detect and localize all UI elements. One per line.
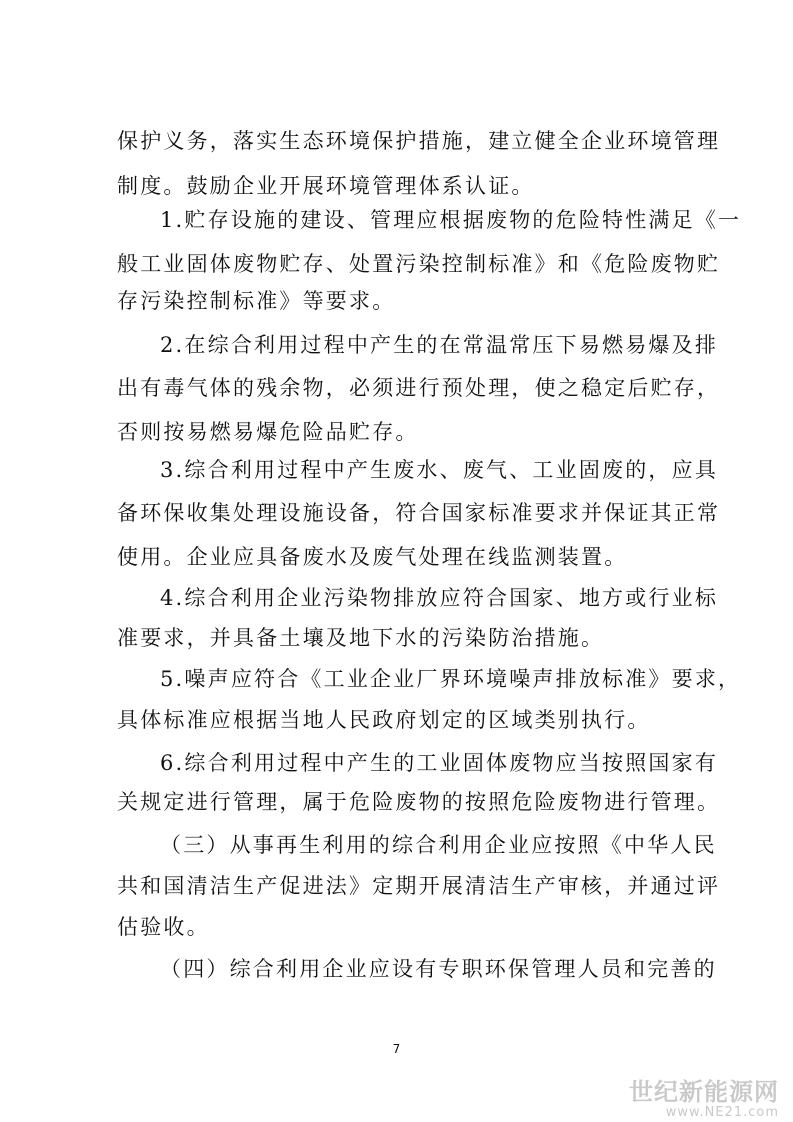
- text-line: 般工业固体废物贮存、处置污染控制标准》和《危险废物贮: [117, 252, 721, 276]
- watermark-url: www.NE21.com: [665, 1105, 779, 1120]
- text-line: 制度。鼓励企业开展环境管理体系认证。: [117, 174, 535, 198]
- text-line: （三）从事再生利用的综合利用企业应按照《中华人民: [160, 833, 717, 857]
- text-line: 准要求，并具备土壤及地下水的污染防治措施。: [117, 626, 605, 650]
- text-line: 出有毒气体的残余物，必须进行预处理，使之稳定后贮存，: [117, 376, 721, 400]
- text-line: 5.噪声应符合《工业企业厂界环境噪声排放标准》要求，: [160, 667, 742, 691]
- text-line: 共和国清洁生产促进法》定期开展清洁生产审核，并通过评: [117, 874, 721, 898]
- text-line: 存污染控制标准》等要求。: [117, 289, 396, 313]
- text-line: 否则按易燃易爆危险品贮存。: [117, 420, 419, 444]
- text-line: 3.综合利用过程中产生废水、废气、工业固废的，应具: [160, 458, 719, 482]
- text-line: 保护义务，落实生态环境保护措施，建立健全企业环境管理: [117, 129, 721, 153]
- text-line: 4.综合利用企业污染物排放应符合国家、地方或行业标: [160, 586, 719, 610]
- text-line: 估验收。: [117, 915, 210, 939]
- text-line: 使用。企业应具备废水及废气处理在线监测装置。: [117, 545, 628, 569]
- watermark-name: 世纪新能源网: [629, 1078, 779, 1106]
- text-line: （四）综合利用企业应设有专职环保管理人员和完善的: [160, 957, 717, 981]
- watermark-logo: [629, 1078, 779, 1120]
- text-line: 关规定进行管理，属于危险废物的按照危险废物进行管理。: [117, 790, 721, 814]
- text-line: 6.综合利用过程中产生的工业固体废物应当按照国家有: [160, 751, 719, 775]
- text-line: 2.在综合利用过程中产生的在常温常压下易燃易爆及排: [160, 333, 719, 357]
- text-line: 1.贮存设施的建设、管理应根据废物的危险特性满足《一: [160, 208, 742, 232]
- text-line: 具体标准应根据当地人民政府划定的区域类别执行。: [117, 708, 651, 732]
- page-number: 7: [392, 1042, 401, 1056]
- text-line: 备环保收集处理设施设备，符合国家标准要求并保证其正常: [117, 501, 721, 525]
